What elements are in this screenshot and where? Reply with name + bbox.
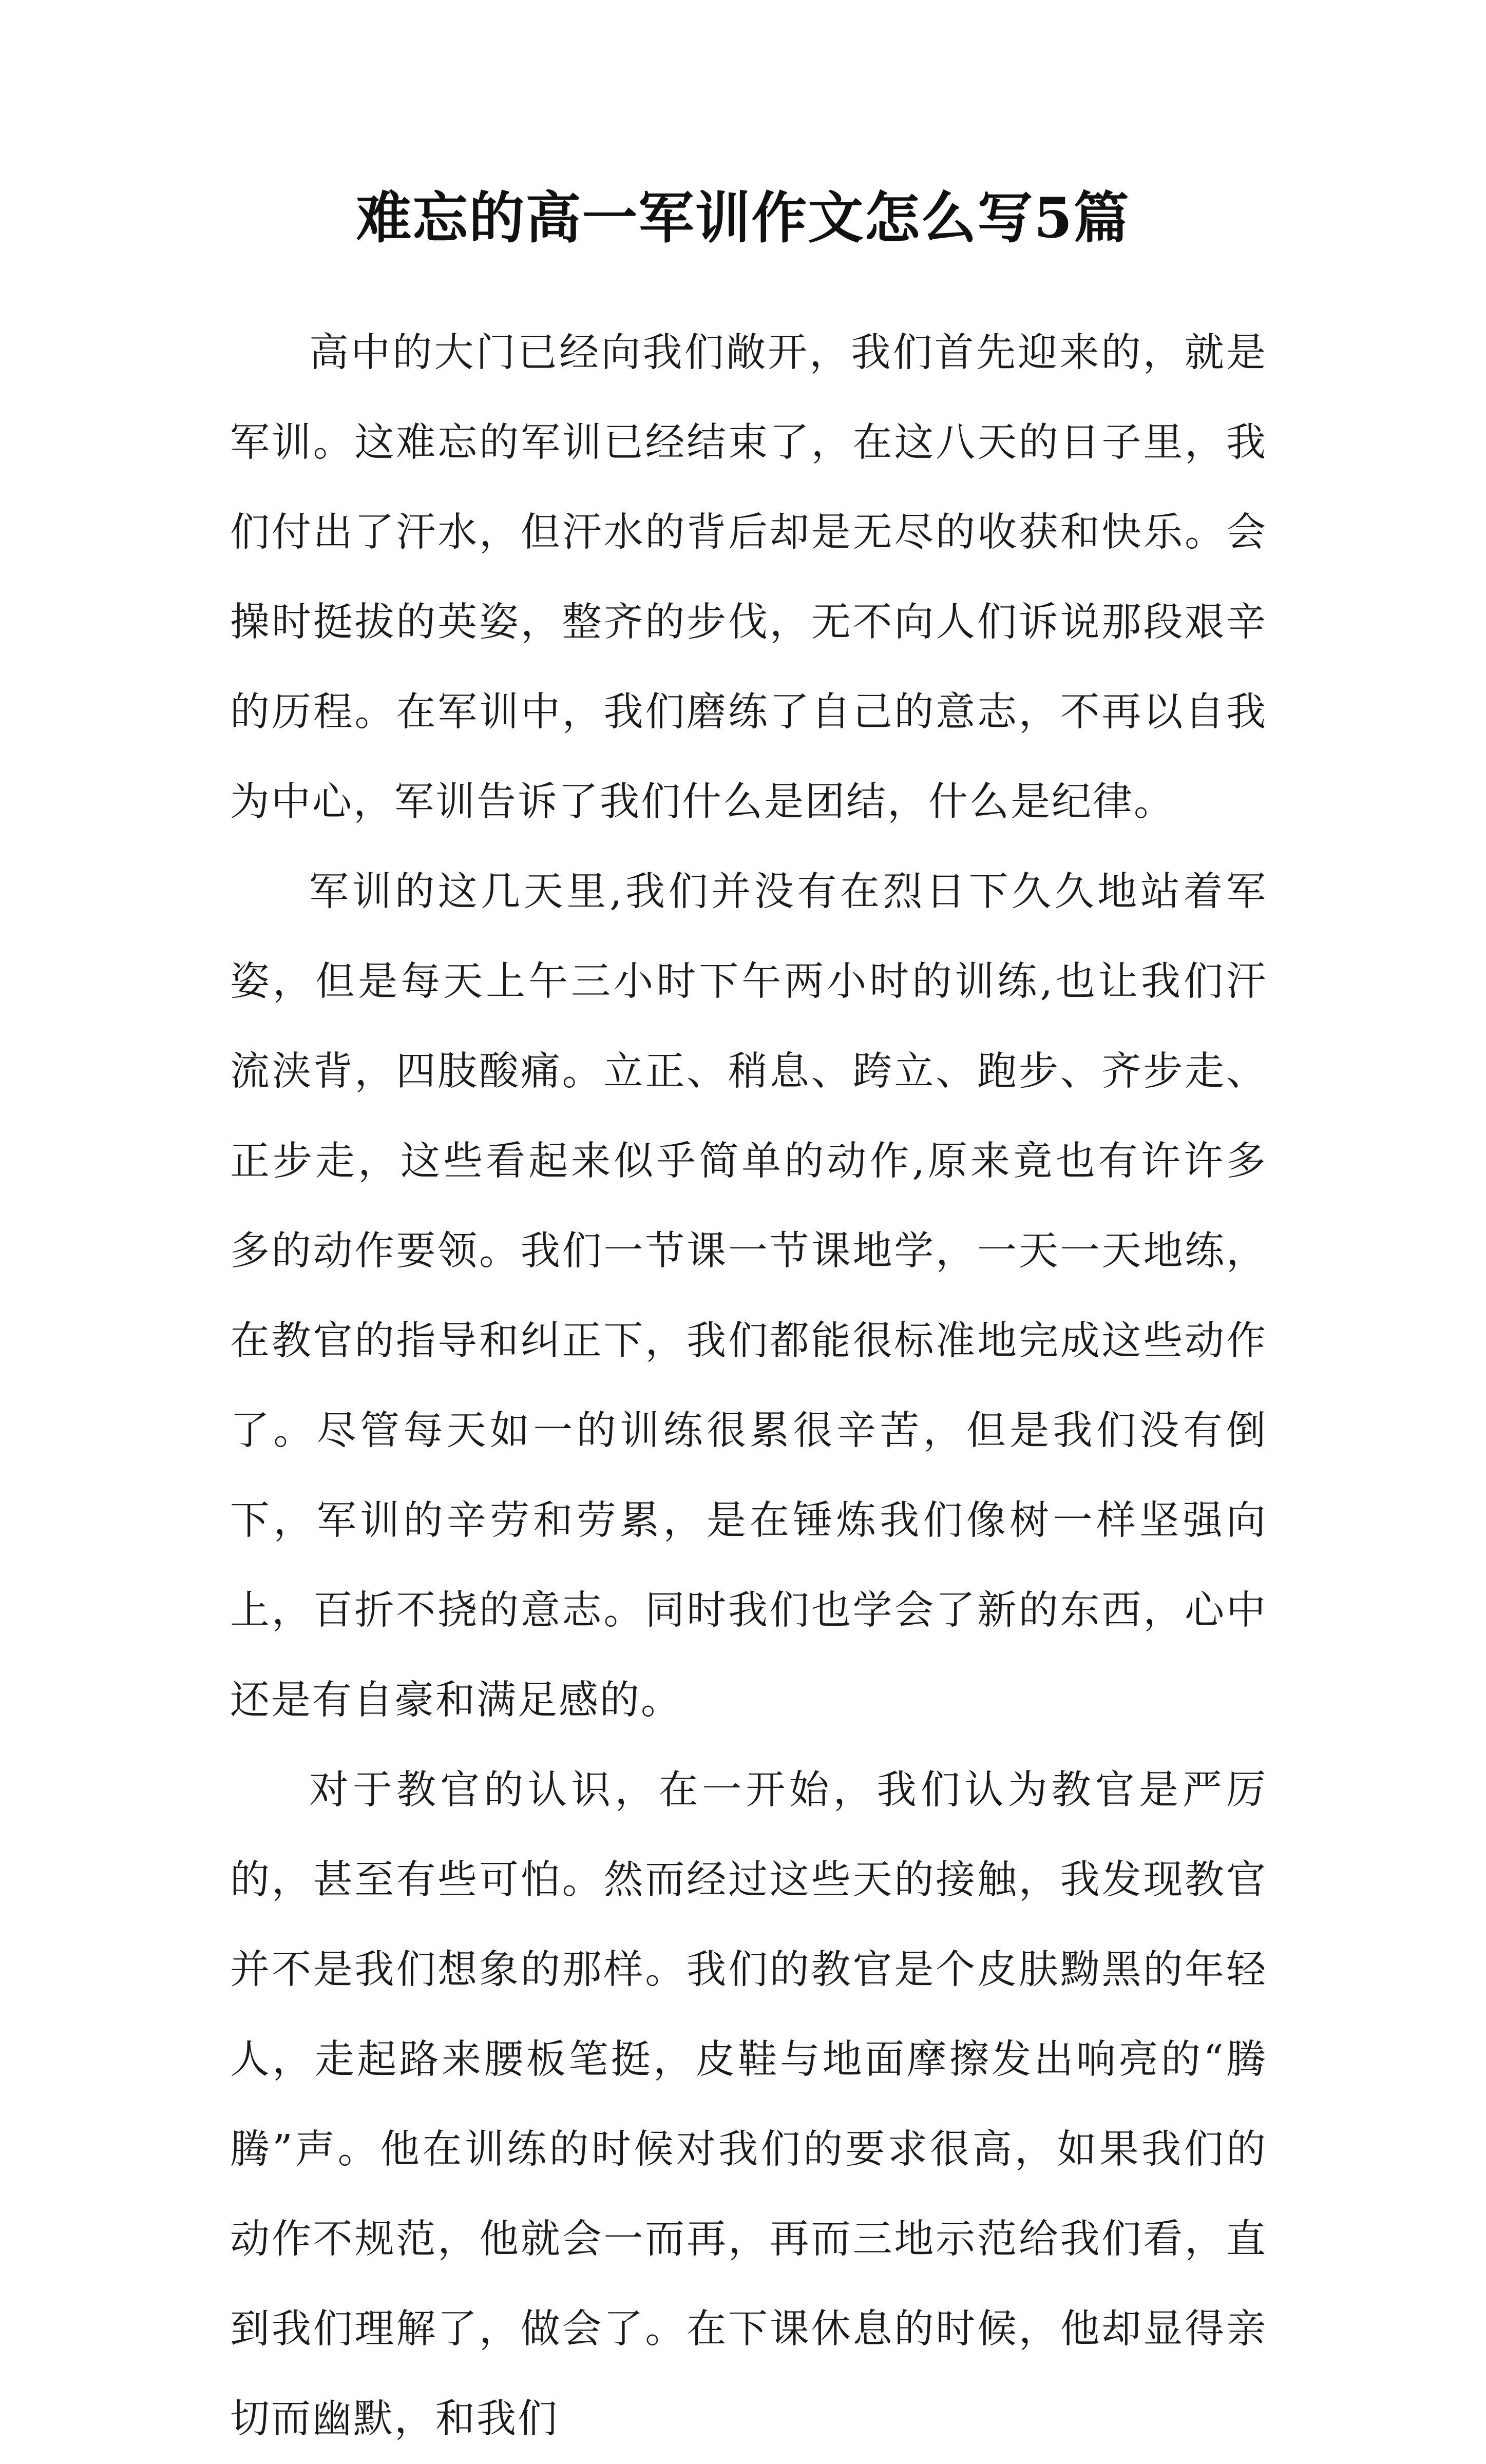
paragraph-1: 高中的大门已经向我们敞开，我们首先迎来的，就是军训。这难忘的军训已经结束了，在这八天的日子里，我们付出了汗水，但汗水的背后却是无尽的收获和快乐。会操时挺拔的英姿，整齐的步伐，无不向人们诉说那段艰辛的历程。在军训中，我们磨练了自己的意志，不再以自我为中心，军训告诉了我们什么是团结，什么是纪律。: [230, 330, 1267, 825]
paragraph-2: 军训的这几天里,我们并没有在烈日下久久地站着军姿，但是每天上午三小时下午两小时的训练,也让我们汗流浃背，四肢酸痛。立正、稍息、跨立、跑步、齐步走、正步走，这些看起来似乎简单的动作,原来竟也有许许多多的动作要领。我们一节课一节课地学，一天一天地练，在教官的指导和纠正下，我们都能很标准地完成这些动作了。尽管每天如一的训练很累很辛苦，但是我们没有倒下，军训的辛劳和劳累，是在锤炼我们像树一样坚强向上，百折不挠的意志。同时我们也学会了新的东西，心中还是有自豪和满足感的。: [230, 869, 1267, 1723]
paragraph-3: 对于教官的认识，在一开始，我们认为教官是严厉的，甚至有些可怕。然而经过这些天的接触，我发现教官并不是我们想象的那样。我们的教官是个皮肤黝黑的年轻人，走起路来腰板笔挺，皮鞋与地面摩擦发出响亮的“腾腾”声。他在训练的时候对我们的要求很高，如果我们的动作不规范，他就会一而再，再而三地示范给我们看，直到我们理解了，做会了。在下课休息的时候，他却显得亲切而幽默，和我们: [230, 1767, 1267, 2442]
document-body: [230, 308, 1267, 2464]
document-title: 难忘的高一军训作文怎么写5篇: [356, 186, 1130, 251]
